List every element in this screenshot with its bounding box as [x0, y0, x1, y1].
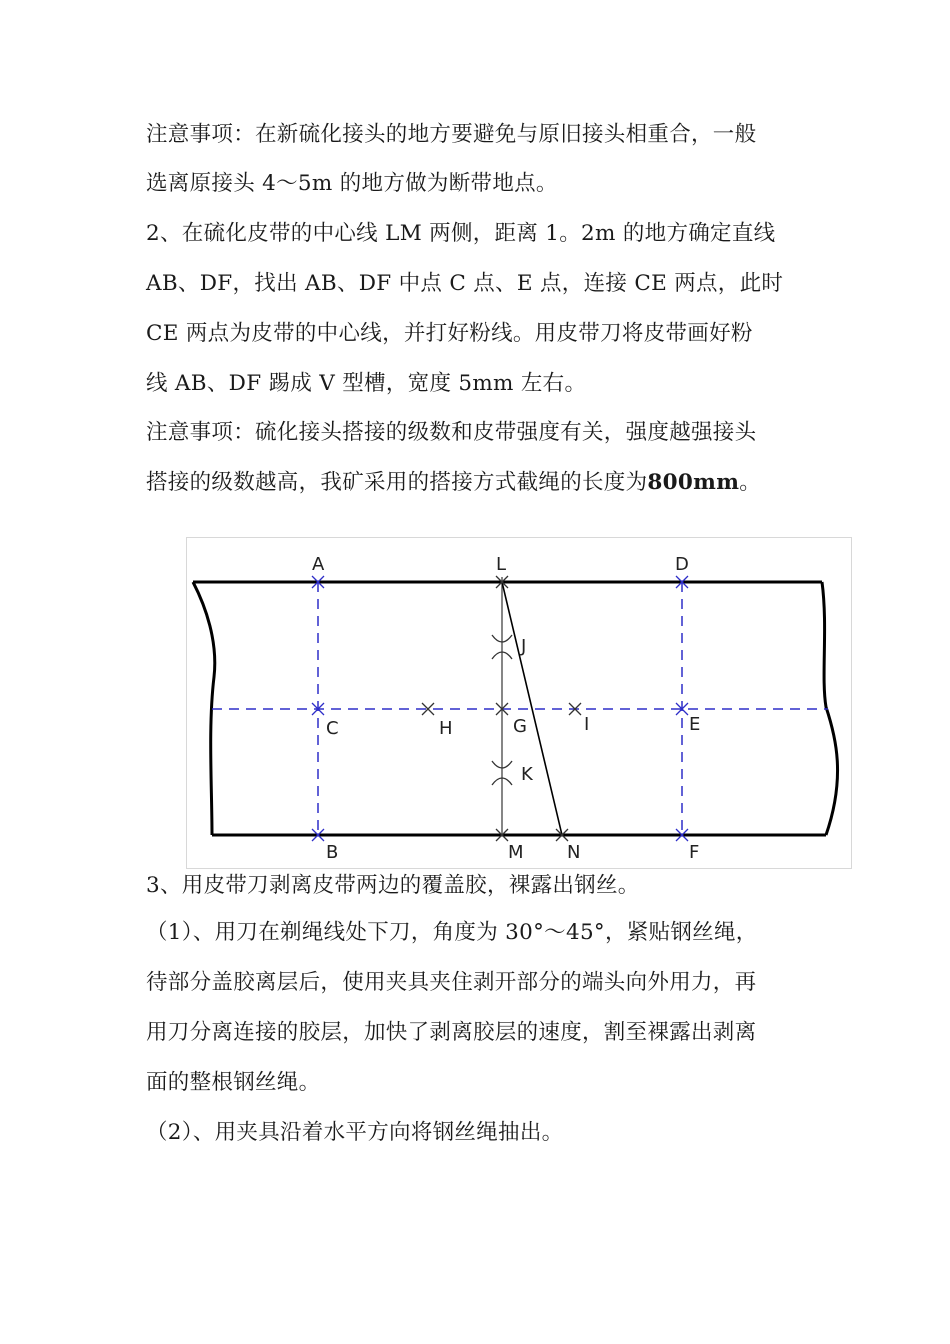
- paragraph-text: 搭接的级数越高，我矿采用的搭接方式截绳的长度为: [146, 470, 648, 495]
- figure-frame: [187, 538, 852, 869]
- label-m: M: [508, 842, 524, 863]
- paragraph-line: 线 AB、DF 踢成 V 型槽，宽度 5mm 左右。: [146, 371, 587, 396]
- label-k: K: [521, 764, 533, 785]
- paragraph-line: 选离原接头 4～5m 的地方做为断带地点。: [146, 171, 558, 196]
- paragraph-line: [146, 469, 761, 497]
- paragraph-end: 。: [739, 470, 762, 495]
- paragraph-line: AB、DF，找出 AB、DF 中点 C 点、E 点，连接 CE 两点，此时: [146, 271, 784, 296]
- paragraph-line: 3、用皮带刀剥离皮带两边的覆盖胶，裸露出钢丝。: [146, 873, 640, 898]
- rope-length-value: 800mm: [647, 470, 740, 495]
- paragraph-line: CE 两点为皮带的中心线，并打好粉线。用皮带刀将皮带画好粉: [146, 321, 753, 346]
- paragraph-line: 注意事项：硫化接头搭接的级数和皮带强度有关，强度越强接头: [146, 420, 757, 445]
- paragraph-line: 用刀分离连接的胶层，加快了剥离胶层的速度，割至裸露出剥离: [146, 1020, 757, 1045]
- paragraph-line: 注意事项：在新硫化接头的地方要避免与原旧接头相重合，一般: [146, 122, 757, 147]
- paragraph-line: （2）、用夹具沿着水平方向将钢丝绳抽出。: [146, 1120, 564, 1145]
- belt-splice-diagram: [186, 537, 852, 869]
- label-j: J: [521, 636, 527, 657]
- paragraph-line: 面的整根钢丝绳。: [146, 1070, 321, 1095]
- label-f: F: [689, 842, 700, 863]
- paragraph-line: 2、在硫化皮带的中心线 LM 两侧，距离 1。2m 的地方确定直线: [146, 221, 776, 246]
- paragraph-line: 待部分盖胶离层后，使用夹具夹住剥开部分的端头向外用力，再: [146, 970, 757, 995]
- label-h: H: [439, 718, 453, 739]
- label-l: L: [496, 554, 507, 575]
- label-d: D: [675, 554, 689, 575]
- label-n: N: [567, 842, 581, 863]
- label-e: E: [689, 714, 701, 735]
- label-a: A: [312, 554, 325, 575]
- label-c: C: [326, 718, 339, 739]
- label-b: B: [326, 842, 339, 863]
- paragraph-line: （1）、用刀在剃绳线处下刀，角度为 30°～45°，紧贴钢丝绳，: [146, 920, 758, 945]
- label-i: I: [584, 714, 590, 735]
- belt-left-edge: [193, 582, 215, 835]
- label-g: G: [513, 716, 527, 737]
